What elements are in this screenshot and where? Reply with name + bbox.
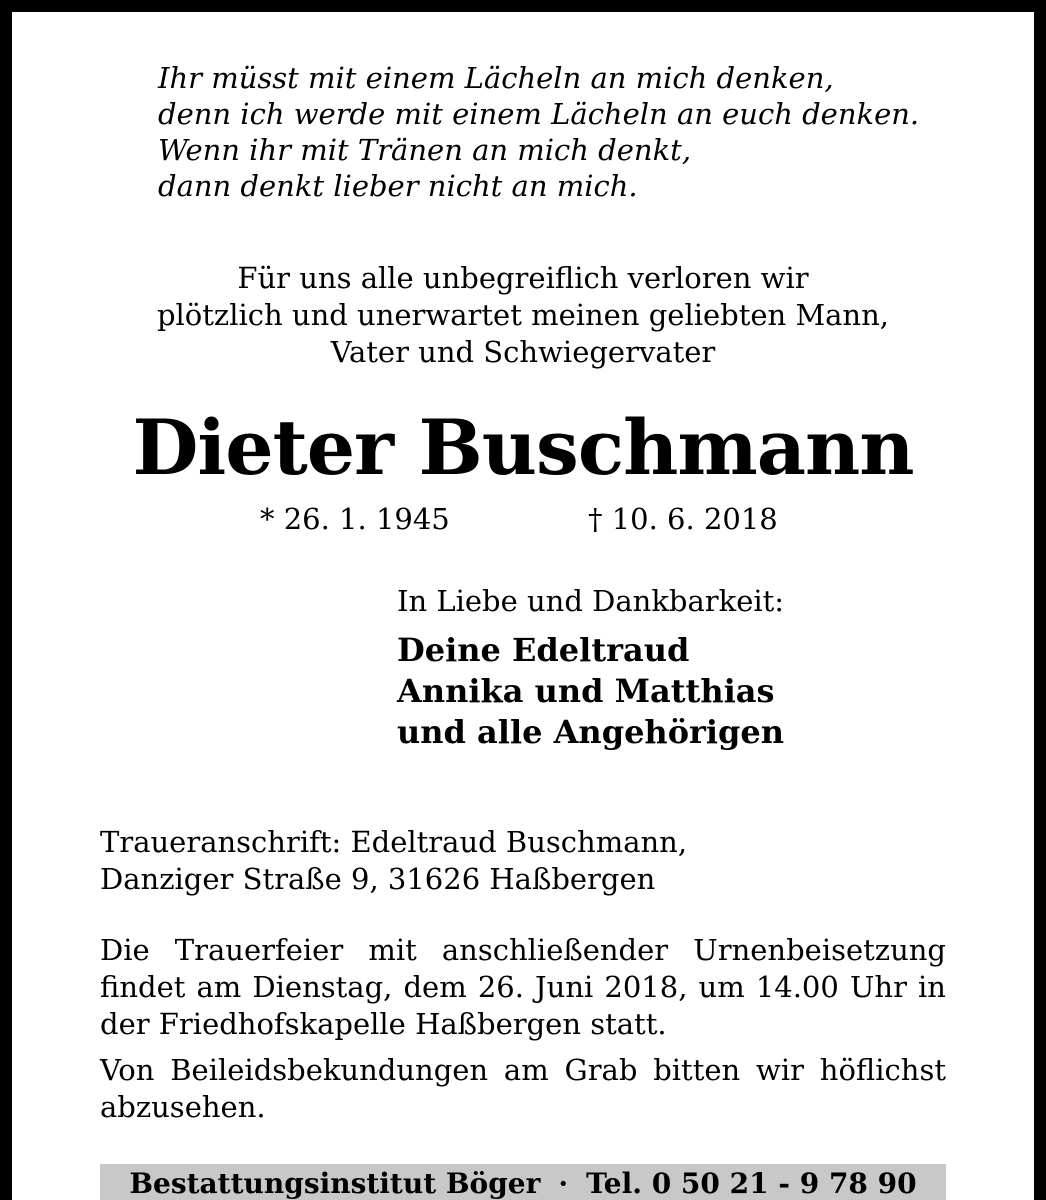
intro-line: Für uns alle unbegreiflich verloren wir — [237, 261, 809, 295]
memorial-poem — [158, 60, 919, 204]
birth-date: * 26. 1. 1945 — [260, 502, 450, 536]
death-date: † 10. 6. 2018 — [588, 502, 778, 536]
funeral-home-name: Bestattungsinstitut Böger — [129, 1167, 541, 1200]
footer-separator: · — [558, 1167, 569, 1200]
announcement-intro — [12, 260, 1034, 371]
address-line: Danziger Straße 9, 31626 Haßbergen — [100, 862, 656, 896]
intro-line: Vater und Schwiegervater — [330, 335, 716, 369]
deceased-name: Dieter Buschmann — [132, 403, 914, 492]
ceremony-text: Die Trauerfeier mit anschließender Urnenbeisetzung findet am Dienstag, dem 26. Juni 2018, um 14.00 Uhr in der Friedhofskapelle Haßbergen statt. — [100, 933, 946, 1041]
mourners-intro: In Liebe und Dankbarkeit: — [397, 584, 785, 618]
mourner-name: Deine Edeltraud — [397, 631, 690, 669]
poem-line: denn ich werde mit einem Lächeln an euch denken. — [158, 97, 920, 131]
intro-line: plötzlich und unerwartet meinen geliebten Mann, — [156, 298, 890, 332]
poem-line: Ihr müsst mit einem Lächeln an mich denken, — [158, 61, 834, 95]
funeral-home-phone: Tel. 0 50 21 - 9 78 90 — [586, 1167, 917, 1200]
mourning-address — [100, 824, 687, 898]
condolences-note: Von Beileidsbekundungen am Grab bitten wir höflichst abzusehen. — [100, 1053, 946, 1124]
obituary-notice — [12, 12, 1034, 1200]
poem-line: dann denkt lieber nicht an mich. — [158, 169, 638, 203]
poem-line: Wenn ihr mit Tränen an mich denkt, — [158, 133, 692, 167]
mourner-name: und alle Angehörigen — [397, 713, 785, 751]
mourner-name: Annika und Matthias — [397, 672, 775, 710]
ceremony-details — [100, 932, 946, 1135]
funeral-home-footer — [100, 1164, 946, 1200]
address-line: Traueranschrift: Edeltraud Buschmann, — [100, 825, 688, 859]
mourners-list — [397, 630, 784, 753]
